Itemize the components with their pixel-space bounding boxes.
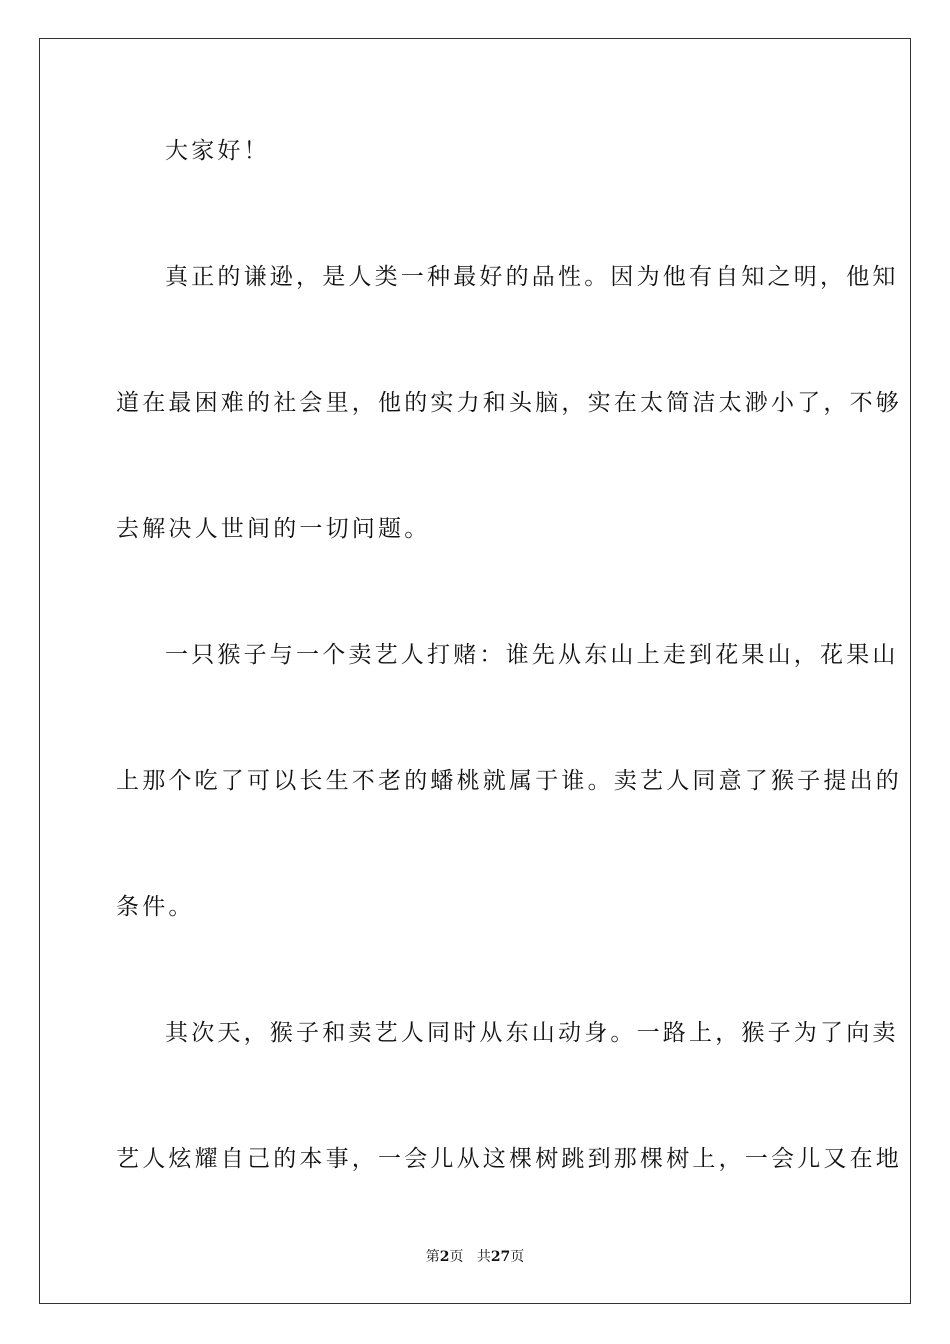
page-border: [39, 38, 911, 1304]
paragraph-2-line-2: 上那个吃了可以长生不老的蟠桃就属于谁。卖艺人同意了猴子提出的: [116, 768, 902, 794]
page-number: 2: [439, 1249, 450, 1265]
paragraph-1-line-2: 道在最困难的社会里，他的实力和头脑，实在太简洁太渺小了，不够: [116, 390, 902, 416]
greeting-line: 大家好！: [165, 138, 270, 164]
page-prefix: 第: [425, 1249, 440, 1265]
paragraph-3-line-1: 其次天，猴子和卖艺人同时从东山动身。一路上，猴子为了向卖: [165, 1020, 899, 1046]
paragraph-3-line-2: 艺人炫耀自己的本事，一会儿从这棵树跳到那棵树上，一会儿又在地: [116, 1146, 902, 1172]
total-suffix: 页: [510, 1249, 525, 1265]
paragraph-2-line-1: 一只猴子与一个卖艺人打赌：谁先从东山上走到花果山，花果山: [165, 642, 899, 668]
page-suffix: 页: [449, 1249, 464, 1265]
paragraph-1-line-3: 去解决人世间的一切问题。: [116, 516, 431, 542]
paragraph-2-line-3: 条件。: [116, 894, 195, 920]
page-footer: [0, 1248, 950, 1266]
total-pages: 27: [490, 1249, 511, 1265]
total-prefix: 共: [476, 1249, 491, 1265]
paragraph-1-line-1: 真正的谦逊，是人类一种最好的品性。因为他有自知之明，他知: [165, 264, 899, 290]
